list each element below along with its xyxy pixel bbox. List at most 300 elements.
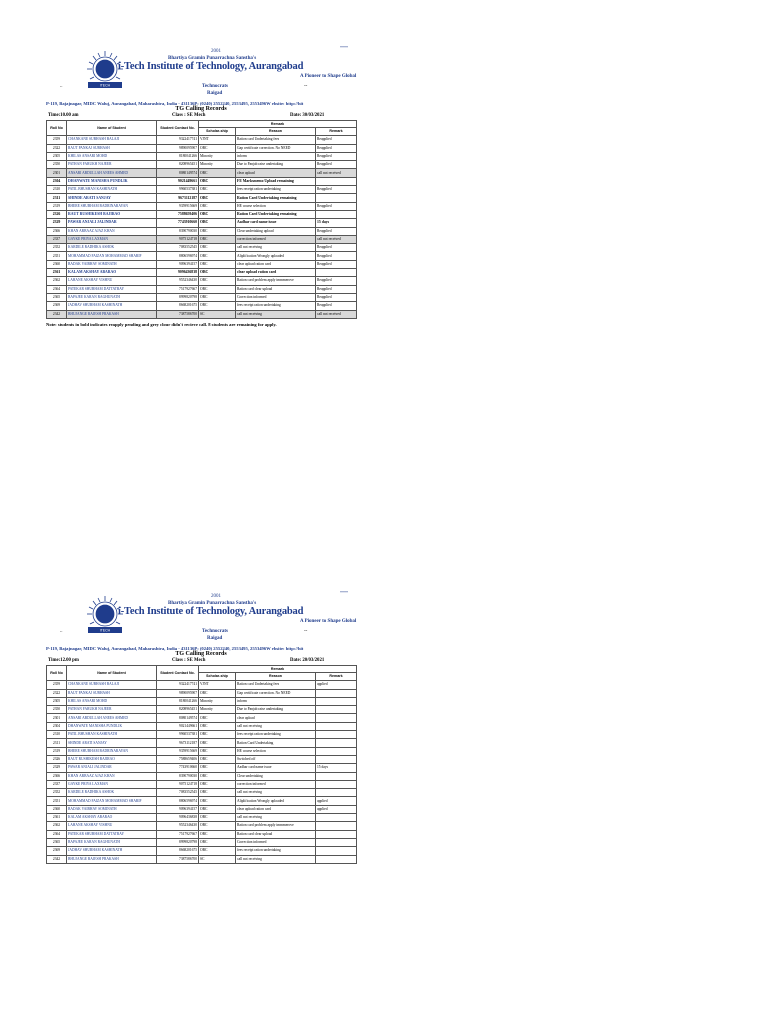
scholarship-cell: OBC — [199, 722, 236, 730]
table-row — [47, 780, 357, 788]
roll-no-cell: 2305 — [47, 697, 67, 705]
student-name-cell: SHINDE ARATI SANJAY — [67, 739, 157, 747]
tagline: A Pioneer to Shape Global — [300, 74, 357, 79]
remark-cell — [316, 822, 357, 830]
scholarship-cell: OBC — [199, 210, 236, 218]
contact-cell: 7517927667 — [157, 285, 199, 293]
header-name: Name of Student — [67, 666, 157, 681]
table-row — [47, 177, 357, 185]
remark-cell — [316, 814, 357, 822]
scholarship-cell: Minority — [199, 697, 236, 705]
roll-no-cell: 2351 — [47, 252, 67, 260]
student-name-cell: RAUT PANKAJ SUBHASH — [67, 689, 157, 697]
table-row — [47, 186, 357, 194]
remark-cell — [316, 838, 357, 846]
reason-cell: call not receiving — [236, 310, 316, 318]
scholarship-cell: OBC — [199, 805, 236, 813]
header-reason: Reason — [236, 128, 316, 136]
student-name-cell: KALAM AKSHAY ABARAO — [67, 269, 157, 277]
contact-cell: 9075124718 — [157, 780, 199, 788]
contact-cell: 7083552545 — [157, 244, 199, 252]
header-remark-group: Remark — [199, 666, 357, 673]
contact-cell: 7387586700 — [157, 855, 199, 863]
reason-cell: call not receiving — [236, 855, 316, 863]
remark-cell — [316, 780, 357, 788]
contact-cell: 9021449661 — [157, 722, 199, 730]
corner-mark: **** — [340, 45, 348, 50]
student-name-cell: BADAK VAIBHAV SOMINATH — [67, 260, 157, 268]
scholarship-cell: OBC — [199, 755, 236, 763]
reason-cell: Ration card clear upload — [236, 285, 316, 293]
scholarship-cell: SC — [199, 310, 236, 318]
class-name: Class : SE Mech — [172, 658, 206, 663]
contact-cell: 9322417741 — [157, 136, 199, 144]
table-row — [47, 789, 357, 797]
contact-cell: 7588659406 — [157, 755, 199, 763]
scholarship-cell: SC — [199, 855, 236, 863]
address-line: P-119, Bajajnagar, MIDC Waluj, Aurangabad, Maharashtra, India - 431136P: (0240) 2552240, 2553495, 2553496W ebsite: http://hit — [46, 646, 304, 651]
table-row — [47, 739, 357, 747]
contact-cell: 8080149574 — [157, 169, 199, 177]
student-name-cell: KHILAS ANSARI MOHD — [67, 152, 157, 160]
student-name-cell: KALAM AKSHAY ABARAO — [67, 814, 157, 822]
society-name: Bhartiya Gramin Punarrachna Sanstha's — [168, 56, 257, 61]
contact-cell: 7387586700 — [157, 310, 199, 318]
reason-cell: inform — [236, 152, 316, 160]
reason-cell: clear upload — [236, 169, 316, 177]
roll-no-cell: 2319 — [47, 747, 67, 755]
reason-cell: clear upload ration card — [236, 805, 316, 813]
contact-cell: 9359915669 — [157, 747, 199, 755]
roll-no-cell: 2351 — [47, 797, 67, 805]
remark-cell: 15 days — [316, 764, 357, 772]
document-title: TG Calling Records — [175, 106, 227, 112]
contact-cell: 9552346430 — [157, 822, 199, 830]
student-name-cell: PATHAN FARUKH NAJEER — [67, 706, 157, 714]
student-name-cell: ANSARI ABDULLAH ANEES AHMED — [67, 714, 157, 722]
contact-cell: 8180041266 — [157, 152, 199, 160]
remark-cell: applied — [316, 681, 357, 689]
student-name-cell: KHILAS ANSARI MOHD — [67, 697, 157, 705]
header-remark: Remark — [316, 128, 357, 136]
student-name-cell: BHUJANGE RAJESH PRAKASH — [67, 310, 157, 318]
roll-no-cell: 2301 — [47, 169, 67, 177]
roll-no-cell: 2364 — [47, 285, 67, 293]
roll-no-cell: 2366 — [47, 227, 67, 235]
contact-cell: 8999820798 — [157, 838, 199, 846]
institute-name: i-Tech Institute of Technology, Aurangabad — [118, 606, 304, 617]
scholarship-cell: OBC — [199, 689, 236, 697]
document-title: TG Calling Records — [175, 651, 227, 657]
remark-cell: Reapplied — [316, 277, 357, 285]
reason-cell: inform — [236, 697, 316, 705]
scholarship-cell: OBC — [199, 252, 236, 260]
reason-cell: Gap certificate correction. No NEED — [236, 144, 316, 152]
contact-cell: 9075124718 — [157, 235, 199, 243]
table-row — [47, 194, 357, 202]
header-dash-right: -- — [304, 629, 308, 634]
scholarship-cell: OBC — [199, 847, 236, 855]
remark-cell — [316, 689, 357, 697]
table-row — [47, 136, 357, 144]
scholarship-cell: OBC — [199, 269, 236, 277]
established-year: 2001 — [211, 49, 221, 54]
scholarship-cell: OBC — [199, 772, 236, 780]
remark-cell: 15 days — [316, 219, 357, 227]
svg-text:iTECH: iTECH — [99, 628, 111, 633]
roll-no-cell: 2301 — [47, 714, 67, 722]
remark-cell: Reapplied — [316, 227, 357, 235]
table-row — [47, 252, 357, 260]
address-line: P-119, Bajajnagar, MIDC Waluj, Aurangabad, Maharashtra, India - 431136P: (0240) 2552240, 2553495, 2553496W ebsite: http://hit — [46, 101, 304, 106]
reason-cell: Clear undertaking upload — [236, 227, 316, 235]
table-row — [47, 269, 357, 277]
remark-cell: Reapplied — [316, 186, 357, 194]
table-row — [47, 152, 357, 160]
contact-cell: 8390790030 — [157, 227, 199, 235]
student-name-cell: GAYKE PRIYA LAXMAN — [67, 235, 157, 243]
remark-cell — [316, 739, 357, 747]
table-row — [47, 847, 357, 855]
reason-cell: Ration card problem apply immmerove — [236, 277, 316, 285]
roll-no-cell: 2352 — [47, 789, 67, 797]
contact-cell: 9890095907 — [157, 144, 199, 152]
raigad-label: Raigad — [207, 91, 223, 96]
header-dash-left: .. — [60, 629, 63, 634]
scholarship-cell: OBC — [199, 764, 236, 772]
calling-records-table — [46, 120, 357, 319]
reason-cell: Due to Panjab raise undertaking — [236, 706, 316, 714]
table-row — [47, 293, 357, 301]
student-name-cell: MOHAMMAD FAIZAN MOHAMMAD SHARIF — [67, 797, 157, 805]
scholarship-cell: Minority — [199, 161, 236, 169]
contact-cell: 7743910660 — [157, 219, 199, 227]
table-row — [47, 722, 357, 730]
scholarship-cell: OBC — [199, 177, 236, 185]
reason-cell: Correction informed — [236, 293, 316, 301]
roll-no-cell: 2304 — [47, 177, 67, 185]
student-name-cell: DHANWATE MANISHA PUNDLIK — [67, 177, 157, 185]
call-date: Date: 20/03/2021 — [290, 658, 325, 663]
student-name-cell: KARDILE RADHIKA ASHOK — [67, 244, 157, 252]
student-name-cell: KARDILE RADHIKA ASHOK — [67, 789, 157, 797]
contact-cell: 7083552545 — [157, 789, 199, 797]
roll-no-cell: 2365 — [47, 293, 67, 301]
remark-cell — [316, 855, 357, 863]
reason-cell: Aadhar card name issue — [236, 764, 316, 772]
student-name-cell: BAPAJEE KARAN RAGHUNATH — [67, 838, 157, 846]
student-name-cell: KHAN ARBAAZ AJAZ KHAN — [67, 772, 157, 780]
scholarship-cell: OBC — [199, 293, 236, 301]
table-row — [47, 302, 357, 310]
contact-cell: 8999820798 — [157, 293, 199, 301]
student-name-cell: BADAK VAIBHAV SOMINATH — [67, 805, 157, 813]
table-row — [47, 805, 357, 813]
contact-cell: 7588659406 — [157, 210, 199, 218]
reason-cell: Switched off — [236, 755, 316, 763]
student-name-cell: PAWAR ANJALI JALINDAR — [67, 219, 157, 227]
institute-name: i-Tech Institute of Technology, Aurangabad — [118, 61, 304, 72]
table-row — [47, 210, 357, 218]
scholarship-cell: OBC — [199, 797, 236, 805]
table-row — [47, 277, 357, 285]
contact-cell: 8668201675 — [157, 847, 199, 855]
roll-no-cell: 2322 — [47, 144, 67, 152]
class-name: Class : SE Mech — [172, 113, 206, 118]
student-name-cell: RAUT RUSHIKESH BAJIRAO — [67, 755, 157, 763]
table-row — [47, 227, 357, 235]
corner-mark: **** — [340, 590, 348, 595]
table-row — [47, 144, 357, 152]
remark-cell: call not received — [316, 235, 357, 243]
scholarship-cell: OBC — [199, 838, 236, 846]
header-remark: Remark — [316, 673, 357, 681]
roll-no-cell: 2305 — [47, 152, 67, 160]
remark-cell: Reapplied — [316, 302, 357, 310]
roll-no-cell: 2366 — [47, 772, 67, 780]
student-name-cell: PATEKAR SHUBHAM DATTATRAY — [67, 830, 157, 838]
roll-no-cell: 2326 — [47, 755, 67, 763]
roll-no-cell: 2365 — [47, 838, 67, 846]
reason-cell: clear upload — [236, 714, 316, 722]
contact-cell: 9096394157 — [157, 260, 199, 268]
contact-cell: 8668201675 — [157, 302, 199, 310]
roll-no-cell: 2360 — [47, 260, 67, 268]
technocrats-label: Technocrats — [202, 629, 228, 634]
letterhead — [46, 585, 356, 645]
remark-cell — [316, 747, 357, 755]
table-row — [47, 747, 357, 755]
remark-cell — [316, 722, 357, 730]
scholarship-cell: OBC — [199, 186, 236, 194]
reason-cell: Clear undertaking — [236, 772, 316, 780]
student-name-cell: DHANWATE MANISHA PUNDLIK — [67, 722, 157, 730]
remark-cell — [316, 706, 357, 714]
footnote: Note: students in bold indicates reapply pending and grey clour didn't recieve call. 8 students are remaining for apply. — [46, 321, 277, 327]
table-row — [47, 244, 357, 252]
student-name-cell: PATIL BHUSHAN KASHINATH — [67, 186, 157, 194]
remark-cell — [316, 194, 357, 202]
roll-no-cell: 2361 — [47, 269, 67, 277]
header-name: Name of Student — [67, 121, 157, 136]
reason-cell: fees receipt ration undertaking — [236, 731, 316, 739]
reason-cell: Ration card Undertaking fees — [236, 136, 316, 144]
remark-cell: Reapplied — [316, 152, 357, 160]
table-row — [47, 285, 357, 293]
roll-no-cell: 2359 — [47, 136, 67, 144]
remark-cell — [316, 789, 357, 797]
student-name-cell: SHINDE ARATI SANJAY — [67, 194, 157, 202]
header-contact: Student Contact No. — [157, 121, 199, 136]
table-row — [47, 706, 357, 714]
table-row — [47, 830, 357, 838]
remark-cell: applied — [316, 805, 357, 813]
scholarship-cell: VJNT — [199, 136, 236, 144]
reason-cell: correction informed — [236, 235, 316, 243]
reason-cell: Ration Card Undertaking — [236, 739, 316, 747]
scholarship-cell: OBC — [199, 202, 236, 210]
remark-cell — [316, 755, 357, 763]
student-name-cell: PAWAR ANJALI JALINDAR — [67, 764, 157, 772]
reason-cell: Ration card problem apply immmerove — [236, 822, 316, 830]
header-remark-group: Remark — [199, 121, 357, 128]
reason-cell: Aliplification Wrongly uploaded — [236, 252, 316, 260]
table-row — [47, 697, 357, 705]
contact-cell: 8806596974 — [157, 797, 199, 805]
remark-cell: call not received — [316, 169, 357, 177]
roll-no-cell: 2350 — [47, 706, 67, 714]
roll-no-cell: 2361 — [47, 814, 67, 822]
remark-cell: Reapplied — [316, 252, 357, 260]
remark-cell: Reapplied — [316, 144, 357, 152]
table-row — [47, 772, 357, 780]
scholarship-cell: OBC — [199, 739, 236, 747]
roll-no-cell: 2352 — [47, 244, 67, 252]
student-name-cell: CHANKANE SUBHASH BALAJI — [67, 681, 157, 689]
contact-cell: 8806596974 — [157, 252, 199, 260]
header-scholarship: Scholar-ship — [199, 673, 236, 681]
roll-no-cell: 2350 — [47, 161, 67, 169]
contact-cell: 9960537381 — [157, 731, 199, 739]
table-row — [47, 689, 357, 697]
table-row — [47, 310, 357, 318]
roll-no-cell: 2329 — [47, 219, 67, 227]
reason-cell: call not receiving — [236, 244, 316, 252]
remark-cell: Reapplied — [316, 136, 357, 144]
contact-cell: 9673112187 — [157, 739, 199, 747]
reason-cell: Gap certificate correction. No NEED — [236, 689, 316, 697]
remark-cell — [316, 210, 357, 218]
header-dash-right: -- — [304, 84, 308, 89]
raigad-label: Raigad — [207, 636, 223, 641]
table-row — [47, 202, 357, 210]
table-row — [47, 838, 357, 846]
student-name-cell: PATIL BHUSHAN KASHINATH — [67, 731, 157, 739]
student-name-cell: JADHAV SHUBHAM KASHINATH — [67, 302, 157, 310]
table-row — [47, 855, 357, 863]
scholarship-cell: OBC — [199, 814, 236, 822]
student-name-cell: KHAN ARBAAZ AJAZ KHAN — [67, 227, 157, 235]
contact-cell: 8208965451 — [157, 706, 199, 714]
student-name-cell: JADHAV SHUBHAM KASHINATH — [67, 847, 157, 855]
scholarship-cell: OBC — [199, 194, 236, 202]
scholarship-cell: OBC — [199, 169, 236, 177]
roll-no-cell: 2360 — [47, 805, 67, 813]
roll-no-cell: 2362 — [47, 277, 67, 285]
scholarship-cell: OBC — [199, 227, 236, 235]
scholarship-cell: OBC — [199, 219, 236, 227]
reason-cell: clear upload ration card — [236, 260, 316, 268]
contact-cell: 7743910660 — [157, 764, 199, 772]
call-time: Time:10.00 am — [48, 113, 79, 118]
reason-cell: fees receipt ration undertaking — [236, 302, 316, 310]
reason-cell: clear upload ration card — [236, 269, 316, 277]
header-roll-no: Roll No — [47, 666, 67, 681]
contact-cell: 9096436838 — [157, 814, 199, 822]
remark-cell — [316, 269, 357, 277]
contact-cell: 9096394157 — [157, 805, 199, 813]
remark-cell: Reapplied — [316, 161, 357, 169]
reason-cell: call not receiving — [236, 814, 316, 822]
scholarship-cell: OBC — [199, 260, 236, 268]
contact-cell: 9552346430 — [157, 277, 199, 285]
scholarship-cell: VJNT — [199, 681, 236, 689]
table-body-page-1 — [47, 136, 357, 319]
table-row — [47, 822, 357, 830]
roll-no-cell: 2369 — [47, 302, 67, 310]
student-name-cell: RAUT PANKAJ SUBHASH — [67, 144, 157, 152]
scholarship-cell: OBC — [199, 244, 236, 252]
remark-cell — [316, 847, 357, 855]
calling-records-table — [46, 665, 357, 864]
student-name-cell: BAPAJEE KARAN RAGHUNATH — [67, 293, 157, 301]
table-row — [47, 814, 357, 822]
scholarship-cell: OBC — [199, 731, 236, 739]
reason-cell: Ration Card Undertaking remaining — [236, 194, 316, 202]
header-contact: Student Contact No. — [157, 666, 199, 681]
student-name-cell: ANSARI ABDULLAH ANEES AHMED — [67, 169, 157, 177]
student-name-cell: BHERE SHUBHAM BADRINARAYAN — [67, 747, 157, 755]
roll-no-cell: 2337 — [47, 780, 67, 788]
reason-cell: Aliplification Wrongly uploaded — [236, 797, 316, 805]
scholarship-cell: OBC — [199, 714, 236, 722]
table-row — [47, 755, 357, 763]
remark-cell: Reapplied — [316, 293, 357, 301]
table-row — [47, 219, 357, 227]
call-time: Time:12.00 pm — [48, 658, 79, 663]
table-row — [47, 161, 357, 169]
reason-cell: call not receiving — [236, 722, 316, 730]
letterhead — [46, 40, 356, 100]
roll-no-cell: 2319 — [47, 202, 67, 210]
contact-cell: 8180041266 — [157, 697, 199, 705]
scholarship-cell: OBC — [199, 830, 236, 838]
record-meta — [46, 112, 356, 120]
roll-no-cell: 2342 — [47, 310, 67, 318]
scholarship-cell: OBC — [199, 747, 236, 755]
student-name-cell: GAYKE PRIYA LAXMAN — [67, 780, 157, 788]
student-name-cell: PATEKAR SHUBHAM DATTATRAY — [67, 285, 157, 293]
reason-cell: Ration card clear upload — [236, 830, 316, 838]
table-row — [47, 797, 357, 805]
record-page-1 — [46, 40, 356, 480]
contact-cell: 8208965451 — [157, 161, 199, 169]
established-year: 2001 — [211, 594, 221, 599]
roll-no-cell: 2310 — [47, 186, 67, 194]
scholarship-cell: OBC — [199, 277, 236, 285]
contact-cell: 9960537381 — [157, 186, 199, 194]
roll-no-cell: 2311 — [47, 739, 67, 747]
scholarship-cell: Minority — [199, 152, 236, 160]
contact-cell: 9096436838 — [157, 269, 199, 277]
student-name-cell: RAUT RUSHIKESH BAJIRAO — [67, 210, 157, 218]
roll-no-cell: 2326 — [47, 210, 67, 218]
scholarship-cell: OBC — [199, 780, 236, 788]
record-meta — [46, 657, 356, 665]
reason-cell: fees receipt ration undertaking — [236, 186, 316, 194]
reason-cell: HE course selection — [236, 202, 316, 210]
roll-no-cell: 2329 — [47, 764, 67, 772]
contact-cell: 7517927667 — [157, 830, 199, 838]
table-row — [47, 714, 357, 722]
remark-cell: Reapplied — [316, 260, 357, 268]
scholarship-cell: OBC — [199, 789, 236, 797]
scholarship-cell: OBC — [199, 822, 236, 830]
scholarship-cell: OBC — [199, 144, 236, 152]
contact-cell: 9322417741 — [157, 681, 199, 689]
reason-cell: FE Marksmemo Upload remaining — [236, 177, 316, 185]
table-row — [47, 260, 357, 268]
